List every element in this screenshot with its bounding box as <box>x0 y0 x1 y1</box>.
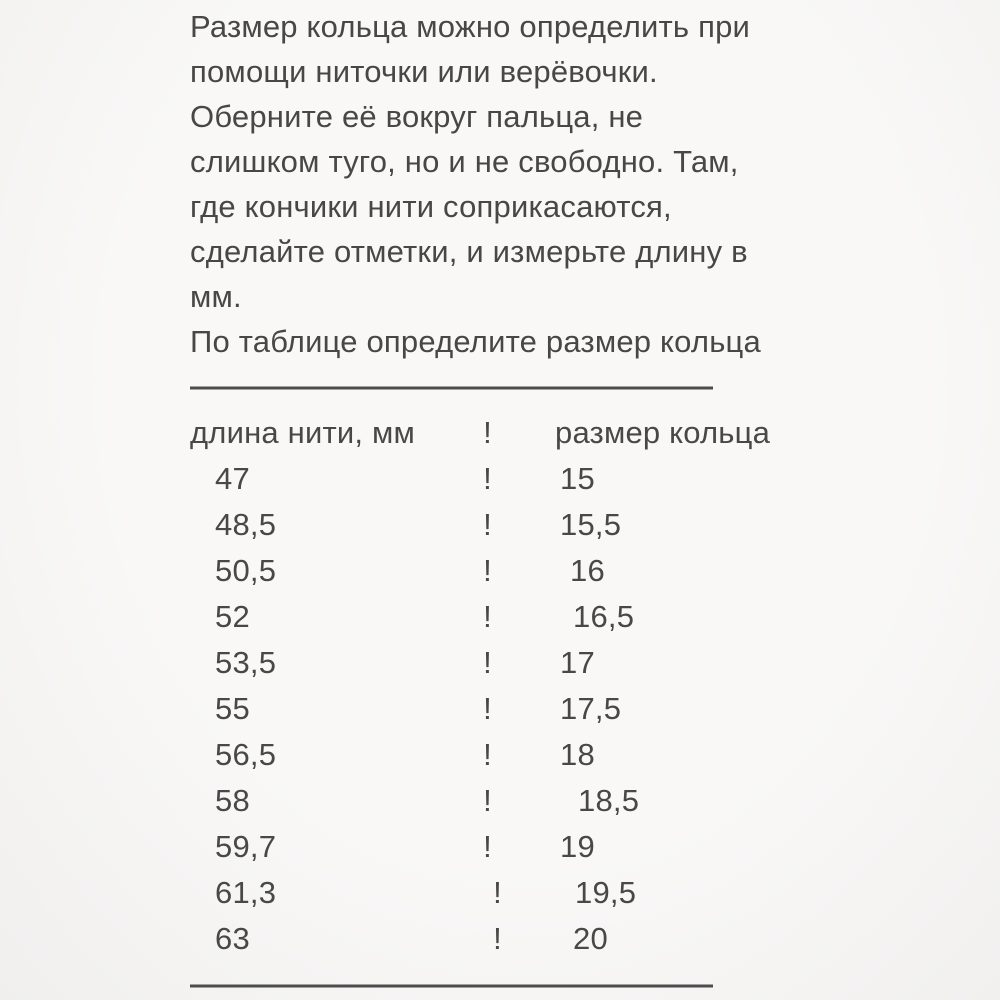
row-length-value: 52 <box>215 599 250 634</box>
row-size-value: 17 <box>560 645 595 680</box>
row-length-value: 63 <box>215 921 250 956</box>
table-row <box>190 456 810 502</box>
table-row <box>190 548 810 594</box>
row-column-separator: ! <box>483 737 492 772</box>
row-length-value: 47 <box>215 461 250 496</box>
table-row <box>190 824 810 870</box>
intro-line: Оберните её вокруг пальца, не <box>190 99 644 134</box>
table-hint: По таблице определите размер кольца <box>190 324 761 359</box>
row-length-value: 53,5 <box>215 645 277 680</box>
row-size-value: 19,5 <box>575 875 637 910</box>
table-header-row <box>190 410 810 456</box>
row-column-separator: ! <box>483 829 492 864</box>
row-column-separator: ! <box>493 875 502 910</box>
row-column-separator: ! <box>483 691 492 726</box>
row-length-value: 58 <box>215 783 250 818</box>
row-size-value: 16,5 <box>573 599 635 634</box>
row-column-separator: ! <box>483 783 492 818</box>
table-row <box>190 594 810 640</box>
intro-line: мм. <box>190 279 242 314</box>
row-size-value: 18 <box>560 737 595 772</box>
row-size-value: 18,5 <box>578 783 640 818</box>
row-column-separator: ! <box>483 461 492 496</box>
row-length-value: 55 <box>215 691 250 726</box>
header-length-label: длина нити, мм <box>190 415 416 450</box>
intro-line: сделайте отметки, и измерьте длину в <box>190 234 748 269</box>
row-length-value: 48,5 <box>215 507 277 542</box>
table-row <box>190 686 810 732</box>
row-size-value: 16 <box>570 553 605 588</box>
row-column-separator: ! <box>483 645 492 680</box>
row-size-value: 15,5 <box>560 507 622 542</box>
row-length-value: 56,5 <box>215 737 277 772</box>
table-row <box>190 640 810 686</box>
row-size-value: 20 <box>573 921 608 956</box>
intro-line: помощи ниточки или верёвочки. <box>190 54 658 89</box>
row-size-value: 15 <box>560 461 595 496</box>
intro-line: слишком туго, но и не свободно. Там, <box>190 144 739 179</box>
document-content <box>190 4 810 1000</box>
row-column-separator: ! <box>483 599 492 634</box>
header-size-label: размер кольца <box>555 415 771 450</box>
separator-top: —————————————————— <box>190 370 712 403</box>
row-column-separator: ! <box>493 921 502 956</box>
row-length-value: 59,7 <box>215 829 277 864</box>
separator-bottom: —————————————————— <box>190 968 712 1000</box>
table-row <box>190 870 810 916</box>
intro-line: Размер кольца можно определить при <box>190 9 751 44</box>
row-size-value: 19 <box>560 829 595 864</box>
row-column-separator: ! <box>483 553 492 588</box>
table-row <box>190 502 810 548</box>
row-size-value: 17,5 <box>560 691 622 726</box>
table-row <box>190 732 810 778</box>
table-row <box>190 778 810 824</box>
ring-size-table <box>190 410 810 962</box>
row-length-value: 61,3 <box>215 875 277 910</box>
row-column-separator: ! <box>483 507 492 542</box>
intro-paragraph <box>190 4 810 319</box>
row-length-value: 50,5 <box>215 553 277 588</box>
table-row <box>190 916 810 962</box>
header-column-separator: ! <box>483 415 492 450</box>
intro-line: где кончики нити соприкасаются, <box>190 189 672 224</box>
